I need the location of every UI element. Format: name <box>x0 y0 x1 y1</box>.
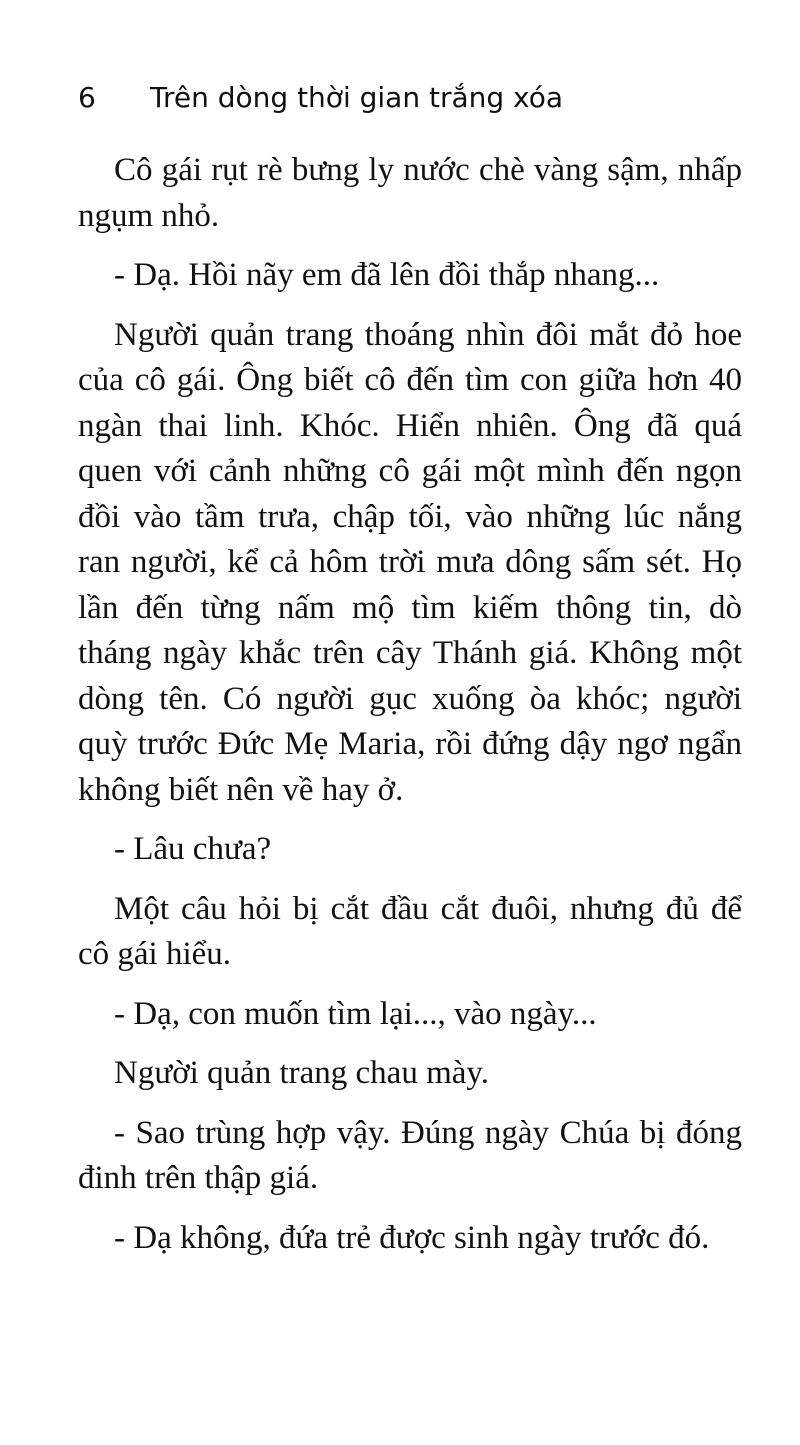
page-number: 6 <box>78 81 96 114</box>
body-text <box>78 148 742 1275</box>
paragraph: Một câu hỏi bị cắt đầu cắt đuôi, nhưng đủ để cô gái hiểu. <box>78 890 742 972</box>
paragraph: - Dạ. Hồi nãy em đã lên đồi thắp nhang... <box>114 257 660 293</box>
paragraph: - Dạ, con muốn tìm lại..., vào ngày... <box>114 995 597 1032</box>
paragraph: - Sao trùng hợp vậy. Đúng ngày Chúa bị đóng đinh trên thập giá. <box>78 1114 742 1196</box>
paragraph: Người quản trang chau mày. <box>114 1055 490 1091</box>
running-title: Trên dòng thời gian trắng xóa <box>150 81 564 114</box>
paragraph: Người quản trang thoáng nhìn đôi mắt đỏ hoe của cô gái. Ông biết cô đến tìm con giữa hơn 40 ngàn thai linh. Khóc. Hiển nhiên. Ông đã quá quen với cảnh những cô gái một mình đến ngọn đồi vào tầm trưa, chập tối, vào những lúc nắng ran người, kể cả hôm trời mưa dông sấm sét. Họ lần đến từng nấm mộ tìm kiếm thông tin, dò tháng ngày khắc trên cây Thánh giá. Không một dòng tên. Có người gục xuống òa khóc; người quỳ trước Đức Mẹ Maria, rồi đứng dậy ngơ ngẩn không biết nên về hay ở. <box>78 316 742 808</box>
running-head <box>78 78 758 118</box>
paragraph: - Dạ không, đứa trẻ được sinh ngày trước đó. <box>114 1219 710 1256</box>
paragraph: Cô gái rụt rè bưng ly nước chè vàng sậm, nhấp ngụm nhỏ. <box>78 152 742 234</box>
paragraph: - Lâu chưa? <box>114 831 272 867</box>
